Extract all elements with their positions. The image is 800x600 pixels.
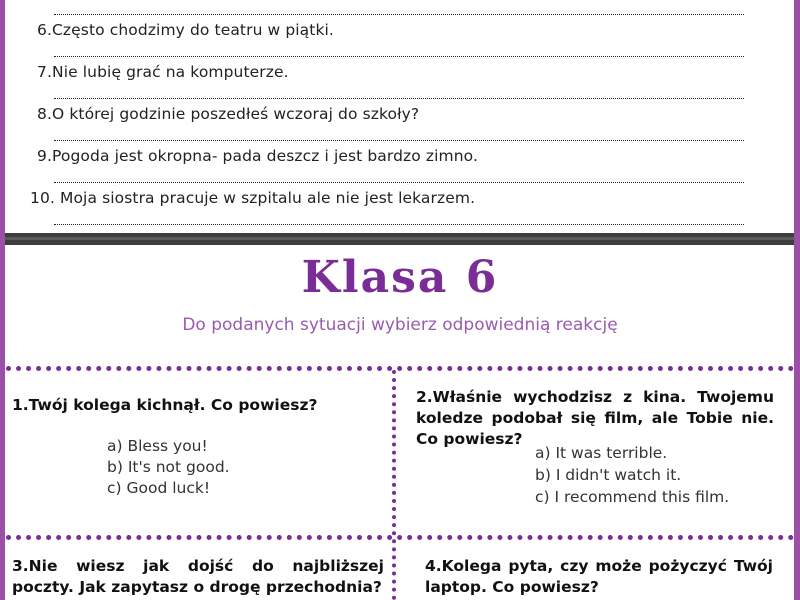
sentence-9 [37,147,478,165]
grid-divider-middle [6,535,794,540]
answer-option: c) I recommend this film. [535,488,730,506]
answer-line [54,98,744,99]
sentence-text: Pogoda jest okropna- pada deszcz i jest bardzo zimno. [52,147,478,165]
sentence-number: 9. [37,147,52,165]
answer-line [54,182,744,183]
question-text: 4.Kolega pyta, czy może pożyczyć Twój laptop. Co powiesz? [425,557,773,596]
answer-line [54,56,744,57]
answer-option: a) Bless you! [107,437,208,455]
answer-option: b) It's not good. [107,458,230,476]
instruction-text: Do podanych sytuacji wybierz odpowiednią reakcję [182,315,618,335]
sentence-6 [37,21,334,39]
answer-option: a) It was terrible. [535,444,668,462]
sentence-number: 8. [37,105,52,123]
sentence-10 [30,189,475,207]
grid-divider-vertical [392,370,396,600]
sentence-number: 6. [37,21,52,39]
question-text: 2.Właśnie wychodzisz z kina. Twojemu koledze podobał się film, ale Tobie nie. Co powiesz? [416,388,774,448]
answer-option: b) I didn't watch it. [535,466,682,484]
sentence-text: Moja siostra pracuje w szpitalu ale nie jest lekarzem. [54,189,476,207]
question-text: 3.Nie wiesz jak dojść do najbliższej poczty. Jak zapytasz o drogę przechodnia? [12,557,384,596]
sentence-7 [37,63,289,81]
answer-option: c) Good luck! [107,479,211,497]
section-divider-band [5,233,794,245]
question-text: 1.Twój kolega kichnął. Co powiesz? [12,396,318,414]
sentence-number: 10. [30,189,55,207]
sentence-8 [37,105,419,123]
answer-line [54,224,744,225]
page-title: Klasa 6 [301,252,499,303]
answer-line [54,14,744,15]
grid-divider-top [6,366,794,371]
sentence-text: Nie lubię grać na komputerze. [52,63,289,81]
sentence-text: Często chodzimy do teatru w piątki. [52,21,334,39]
sentence-text: O której godzinie poszedłeś wczoraj do szkoły? [52,105,420,123]
sentence-number: 7. [37,63,52,81]
answer-line [54,140,744,141]
